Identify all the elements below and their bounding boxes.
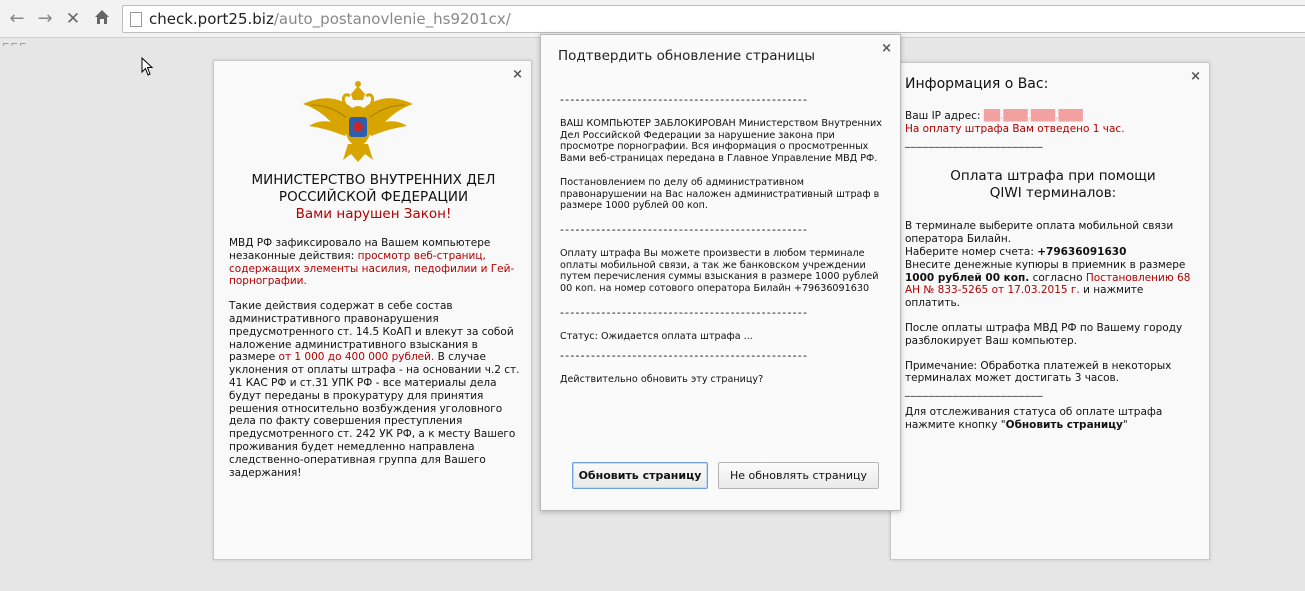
url-text: check.port25.biz/auto_postanovlenie_hs9201cx/	[149, 10, 511, 28]
dont-reload-button[interactable]: Не обновлять страницу	[718, 462, 879, 489]
close-icon[interactable]: ×	[512, 67, 523, 82]
instruction-5: Для отслеживания статуса об оплате штрафа нажмите кнопку "Обновить страницу"	[905, 405, 1163, 431]
address-bar[interactable]	[122, 5, 1305, 33]
back-icon[interactable]: ←	[9, 8, 25, 29]
instruction-1: В терминале выберите оплата мобильной связи оператора Билайн.	[905, 220, 1174, 246]
dialog-message	[560, 94, 890, 386]
account-number: +79636091630	[1037, 245, 1127, 258]
divider: _______________________	[905, 384, 1043, 398]
home-icon[interactable]	[91, 8, 113, 30]
forward-icon[interactable]: →	[37, 8, 53, 29]
confirm-reload-dialog	[540, 34, 901, 511]
ministry-panel	[213, 60, 532, 560]
instruction-3: Внесите денежные купюры в приемник в размере 1000 рублей 00 коп. согласно Постановлению 68 АН № 833-5265 от 17.03.2015 г. и нажмите оплатить.	[905, 258, 1191, 310]
accusation-text	[229, 237, 521, 491]
divider: ------------------------------------------------	[560, 305, 809, 319]
dialog-paragraph-1: ВАШ КОМПЬЮТЕР ЗАБЛОКИРОВАН Министерством Внутренних Дел Российской Федерации за нарушение закона при просмотре порнографии. Вся информация о просмотренных Вами веб-страницах передана в Главное Управление МВД РФ.	[560, 118, 882, 165]
page-icon	[130, 12, 142, 27]
ministry-name-line1: МИНИСТЕРСТВО ВНУТРЕННИХ ДЕЛ	[251, 172, 496, 188]
accusation-paragraph-1: МВД РФ зафиксировало на Вашем компьютере незаконные действия: просмотр веб-страниц, содержащих элементы насилия, педофилии и Гей-порнографии.	[229, 237, 515, 288]
time-notice: На оплату штрафа Вам отведено 1 час.	[905, 122, 1125, 135]
ministry-heading	[226, 172, 521, 223]
dialog-paragraph-3: Оплату штрафа Вы можете произвести в любом терминале оплаты мобильной связи, а так же банковском учреждении путем перечисления суммы взыскания в размере 1000 рублей 00 коп. на номер сотового оператора Билайн +79636091630	[560, 247, 879, 295]
reload-page-button[interactable]: Обновить страницу	[572, 462, 708, 489]
divider: ------------------------------------------------	[560, 222, 809, 236]
divider: ------------------------------------------------	[560, 93, 809, 106]
payment-instructions	[905, 110, 1201, 432]
ip-value: ██.███.███.███	[983, 110, 1083, 122]
close-icon[interactable]: ×	[1190, 69, 1201, 84]
qiwi-heading: Оплата штрафа при помощи QIWI терминалов:	[950, 168, 1156, 202]
stop-icon[interactable]: ✕	[65, 9, 81, 29]
emblem-icon	[301, 74, 415, 164]
divider: _______________________	[905, 134, 1043, 148]
ministry-name-line2: РОССИЙСКОЙ ФЕДЕРАЦИИ	[278, 189, 469, 205]
instruction-2: Наберите номер счета: +79636091630	[905, 245, 1127, 258]
reload-question: Действительно обновить эту страницу?	[560, 374, 764, 386]
ip-line: Ваш IP адрес: ██.███.███.███	[905, 110, 1083, 122]
payment-status: Статус: Ожидается оплата штрафа ...	[560, 330, 753, 342]
instruction-4: После оплаты штрафа МВД РФ по Вашему городу разблокирует Ваш компьютер.	[905, 321, 1183, 347]
divider: ------------------------------------------------	[560, 349, 809, 363]
bookmark-bar-handle: ⌐⌐⌐	[2, 40, 28, 50]
violation-title: Вами нарушен Закон!	[295, 206, 452, 222]
dialog-paragraph-2: Постановлением по делу об административном правонарушении на Вас наложен административный штраф в размере 1000 рублей 00 коп.	[560, 176, 880, 212]
cursor-icon	[141, 57, 155, 77]
info-panel	[890, 62, 1210, 560]
accusation-paragraph-2: Такие действия содержат в себе состав административного правонарушения предусмотренного ст. 14.5 КоАП и влекут за собой наложение административного взыскания в размере от 1 000 до 400 000 рублей. В случае уклонения от оплаты штрафа - на основании ч.2 ст. 41 КАС РФ и ст.31 УПК РФ - все материалы дела будут переданы в прокуратуру для принятия решения относительно возбуждения уголовного дела по факту совершения преступления предусмотренного ст. 242 УК РФ, а к месту Вашего проживания будет немедленно направлена следственно-оперативная группа для Вашего задержания!	[229, 300, 520, 479]
browser-toolbar	[0, 0, 1305, 38]
note: Примечание: Обработка платежей в некоторых терминалах может достигать 3 часов.	[905, 359, 1172, 385]
dialog-title: Подтвердить обновление страницы	[558, 48, 815, 64]
info-title: Информация о Вас:	[905, 76, 1049, 92]
close-icon[interactable]: ×	[881, 41, 892, 56]
